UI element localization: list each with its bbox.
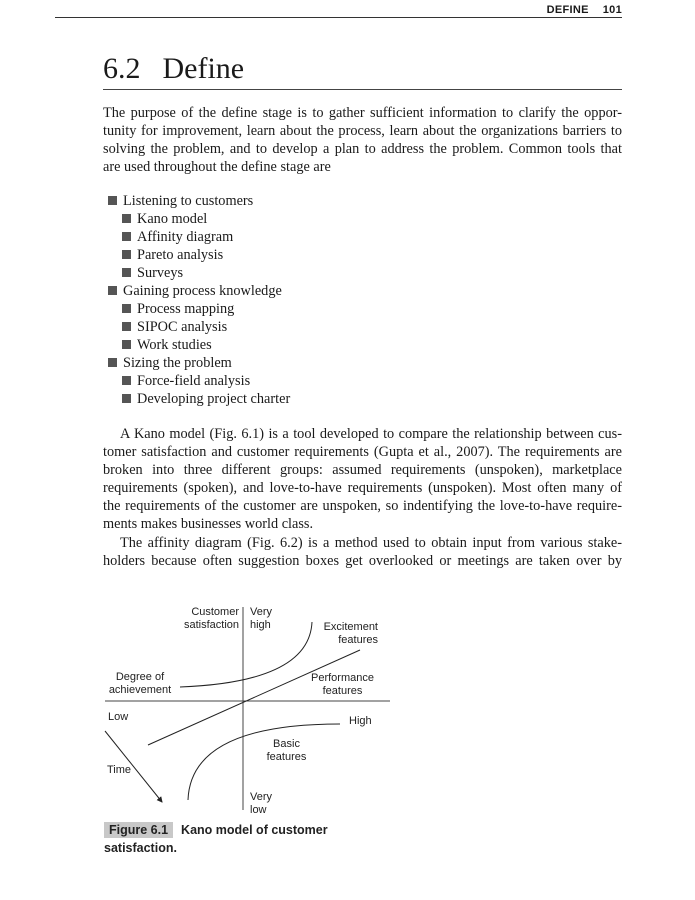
figure-label: Figure 6.1 <box>104 822 173 838</box>
label-very-high: Very high <box>250 606 273 631</box>
label-high: High <box>349 715 372 727</box>
text-line: holders because often suggestion boxes get overlooked or meetings are taken over by <box>103 553 622 569</box>
label-very-low: Very low <box>250 791 273 816</box>
text-line: tunity for improvement, learn about the process, learn about the organizations barriers to <box>103 123 622 139</box>
label-degree-of-achievement: Degree of achievement <box>108 671 172 696</box>
figure-caption: Figure 6.1 Kano model of customer <box>104 823 328 837</box>
list-item: Kano model <box>122 210 207 228</box>
text-line: are used throughout the define stage are <box>103 159 331 175</box>
list-item: Gaining process knowledge <box>108 282 282 300</box>
section-title-text: Define <box>162 52 245 85</box>
label-low: Low <box>108 711 129 723</box>
section-number: 6.2 <box>103 52 141 85</box>
label-customer-satisfaction: Customer satisfaction <box>184 606 240 631</box>
list-item: Affinity diagram <box>122 228 233 246</box>
header-section: DEFINE <box>546 4 589 16</box>
figure-caption-line2: satisfaction. <box>104 841 177 855</box>
list-item: Surveys <box>122 264 183 282</box>
text-line: solving the problem, and to develop a plan to address the problem. Common tools that <box>103 141 622 157</box>
label-performance-features: Performance features <box>311 672 374 697</box>
label-basic-features: Basic features <box>266 738 307 763</box>
text-line: tomer satisfaction and customer requirements (Gupta et al., 2007). The requirements are <box>103 444 622 460</box>
text-line: The purpose of the define stage is to gather sufficient information to clarify the oppor- <box>103 105 622 121</box>
text-line: broken into three different groups: assumed requirements (unspoken), marketplace <box>103 462 622 478</box>
text-line: A Kano model (Fig. 6.1) is a tool developed to compare the relationship between cus- <box>120 426 622 442</box>
list-item: Force-field analysis <box>122 372 250 390</box>
label-excitement-features: Excitement features <box>323 621 378 646</box>
list-item: Work studies <box>122 336 212 354</box>
text-line: the requirements of the customer are unspoken, so indentifying the love-to-have require- <box>103 498 622 514</box>
page-number: 101 <box>602 4 622 16</box>
text-line: The affinity diagram (Fig. 6.2) is a method used to obtain input from various stake- <box>120 535 622 551</box>
label-time: Time <box>107 764 132 776</box>
text-line: ments makes businesses world class. <box>103 516 314 532</box>
list-item: Pareto analysis <box>122 246 223 264</box>
list-item: Sizing the problem <box>108 354 232 372</box>
list-item: Developing project charter <box>122 390 290 408</box>
list-item: SIPOC analysis <box>122 318 227 336</box>
text-line: requirements (spoken), and love-to-have requirements (unspoken). Most often many of <box>103 480 622 496</box>
list-item: Process mapping <box>122 300 234 318</box>
list-item: Listening to customers <box>108 192 253 210</box>
